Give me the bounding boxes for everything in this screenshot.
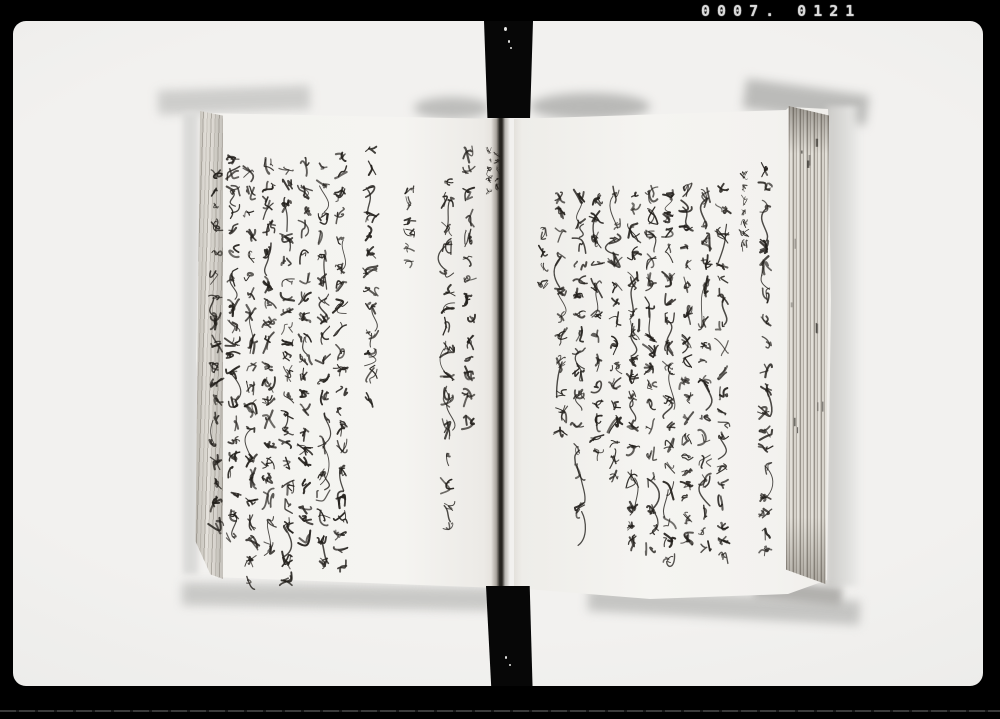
film-cradle-strip-bottom: [486, 586, 533, 686]
book-shadow-left-side: [183, 112, 198, 574]
film-cradle-strip-top: [484, 21, 533, 118]
film-speck: [510, 47, 512, 49]
book-shadow-top-center-left: [414, 97, 490, 119]
film-speck: [508, 40, 510, 43]
book-gutter: [491, 116, 510, 590]
book-shadow-right-side: [826, 106, 862, 586]
manuscript-page-left: [194, 108, 502, 592]
film-speck: [505, 656, 507, 659]
film-speck: [509, 664, 511, 666]
page-fore-edge-right: [786, 106, 829, 584]
film-speck: [504, 27, 507, 31]
film-frame-bottom-line: [0, 710, 1000, 712]
frame-counter: 0007. 0121: [701, 2, 862, 20]
